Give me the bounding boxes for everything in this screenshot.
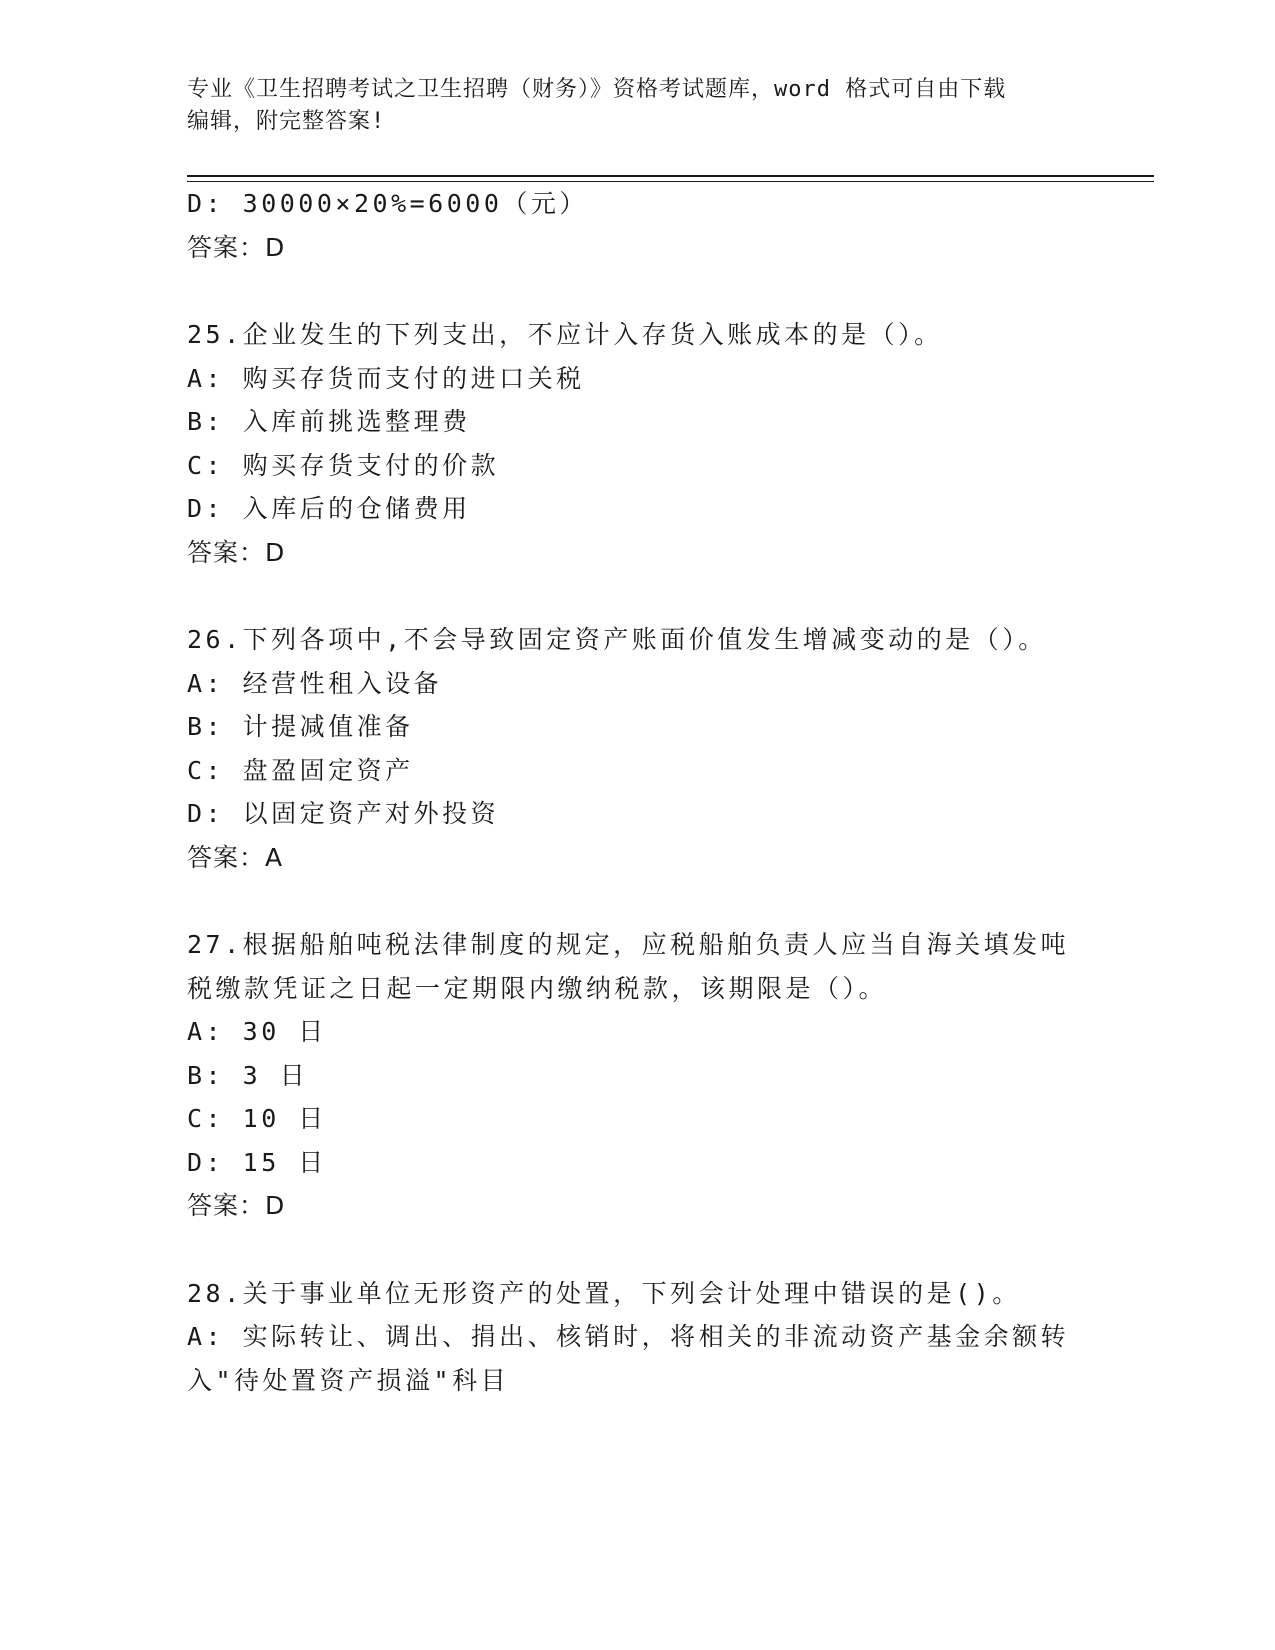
- option-a: A: 购买存货而支付的进口关税: [187, 364, 585, 393]
- answer-line: 答案：A: [187, 843, 284, 872]
- option-b: B: 计提减值准备: [187, 712, 414, 741]
- question-stem: 25.企业发生的下列支出，不应计入存货入账成本的是（）。: [187, 320, 943, 349]
- option-d: D: 15 日: [187, 1148, 327, 1177]
- option-b: B: 3 日: [187, 1061, 309, 1090]
- option-c: C: 10 日: [187, 1104, 327, 1133]
- question-stem: 26.下列各项中,不会导致固定资产账面价值发生增减变动的是（）。: [187, 625, 1047, 654]
- header-divider-thick: [187, 175, 1154, 177]
- option-d: D: 入库后的仓储费用: [187, 494, 471, 523]
- question-stem-line-2: 税缴款凭证之日起一定期限内缴纳税款，该期限是（）。: [187, 974, 888, 1003]
- answer-line: 答案：D: [187, 1191, 286, 1220]
- header-line-2: 编辑，附完整答案!: [187, 109, 386, 134]
- option-a: A: 30 日: [187, 1017, 327, 1046]
- option-a-line-1: A: 实际转让、调出、捐出、核销时，将相关的非流动资产基金余额转: [187, 1322, 1070, 1351]
- question-stem-line-1: 27.根据船舶吨税法律制度的规定，应税船舶负责人应当自海关填发吨: [187, 930, 1070, 959]
- option-c: C: 盘盈固定资产: [187, 756, 414, 785]
- option-d: D: 以固定资产对外投资: [187, 799, 500, 828]
- answer-line: 答案：D: [187, 233, 286, 262]
- option-a-line-2: 入"待处置资产损溢"科目: [187, 1366, 510, 1395]
- option-d: D: 30000×20%=6000（元）: [187, 189, 588, 218]
- option-a: A: 经营性租入设备: [187, 669, 443, 698]
- document-header: [187, 74, 1067, 138]
- header-line-1: 专业《卫生招聘考试之卫生招聘（财务）》资格考试题库，word 格式可自由下载: [187, 77, 1007, 102]
- header-divider-thin: [187, 181, 1154, 182]
- question-stem: 28.关于事业单位无形资产的处置，下列会计处理中错误的是()。: [187, 1279, 1021, 1308]
- answer-line: 答案：D: [187, 538, 286, 567]
- option-b: B: 入库前挑选整理费: [187, 407, 471, 436]
- option-c: C: 购买存货支付的价款: [187, 451, 500, 480]
